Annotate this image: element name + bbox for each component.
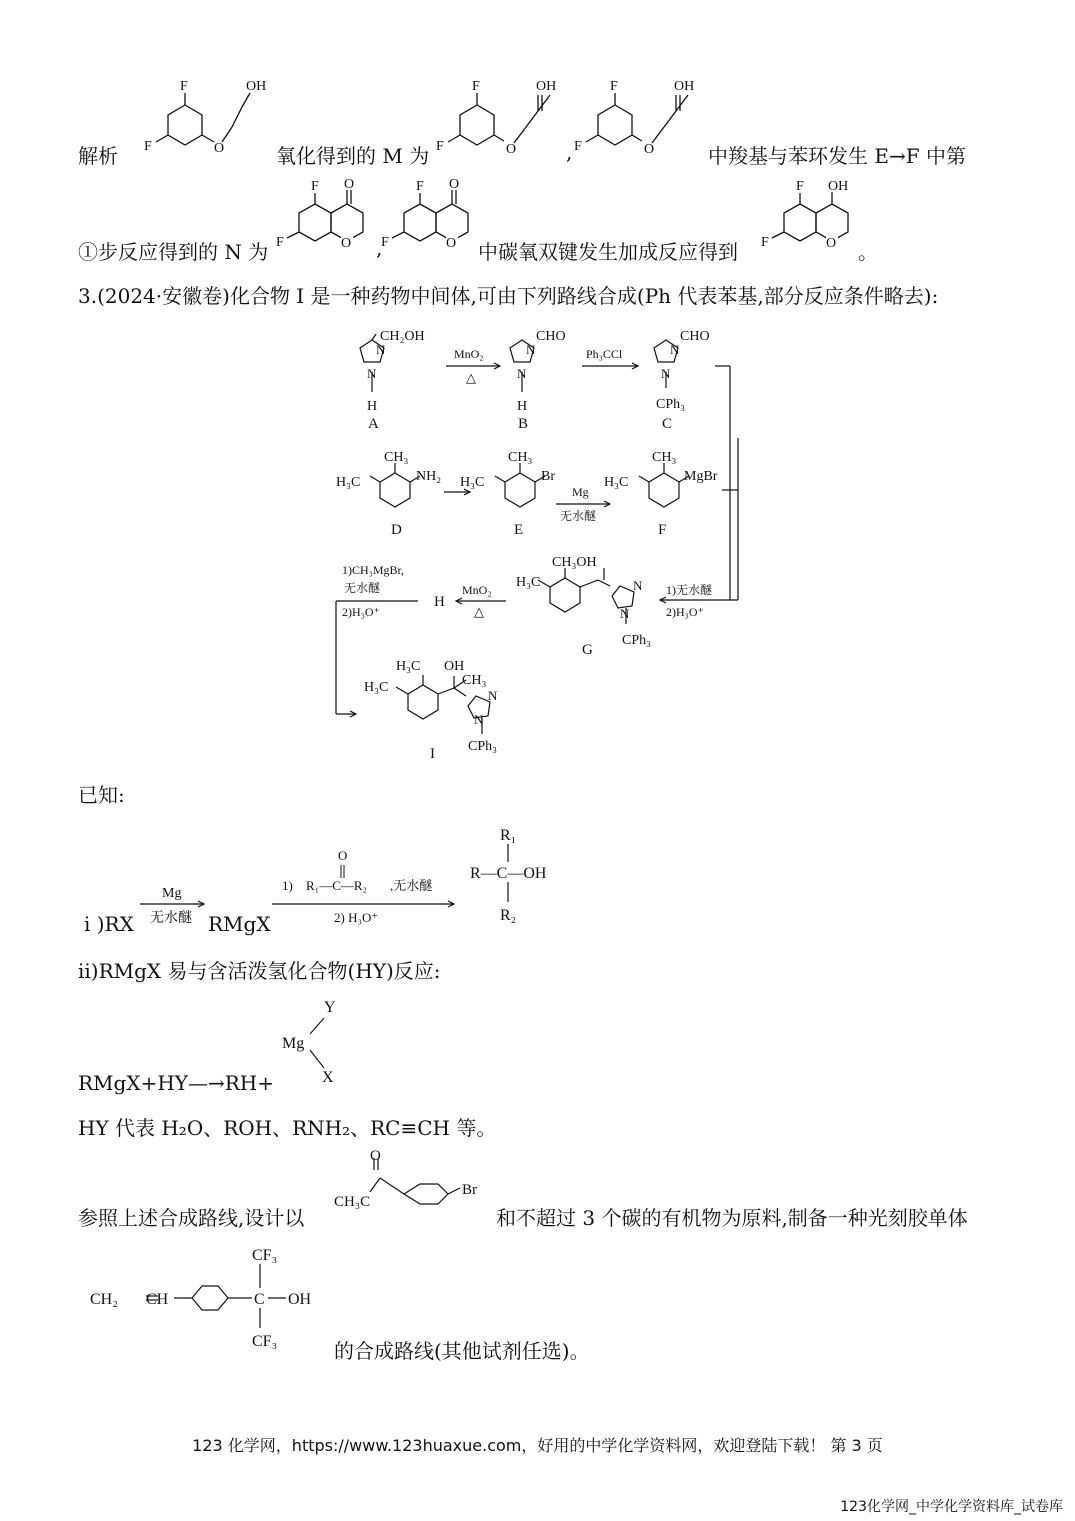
svg-text:CH₃C: CH₃C bbox=[334, 1194, 371, 1210]
structure-n-chromanone-1 bbox=[275, 176, 385, 266]
rule1-grignard-addition bbox=[268, 820, 578, 930]
svg-text:Br: Br bbox=[462, 1182, 477, 1198]
svg-text:N: N bbox=[474, 712, 484, 727]
svg-text:OH: OH bbox=[288, 1291, 312, 1308]
svg-text:H₃C: H₃C bbox=[460, 475, 485, 490]
svg-text:OH: OH bbox=[674, 79, 695, 94]
structure-bromoacetophenone bbox=[330, 1150, 490, 1230]
analysis-comma-1: , bbox=[566, 140, 573, 164]
svg-text:F: F bbox=[472, 79, 480, 94]
analysis-text3: ①步反应得到的 N 为 bbox=[78, 240, 269, 264]
rule2-equation: RMgX+HY—→RH+ bbox=[78, 1071, 274, 1095]
svg-text:O: O bbox=[826, 236, 837, 251]
structure-difluorophenoxy-propanol bbox=[140, 75, 270, 175]
svg-text:R₂: R₂ bbox=[500, 907, 517, 924]
known-label: 已知: bbox=[78, 783, 125, 807]
analysis-text2: 中羧基与苯环发生 E→F 中第 bbox=[708, 144, 966, 168]
svg-text:CH₃: CH₃ bbox=[462, 673, 487, 688]
svg-text:F: F bbox=[796, 179, 804, 194]
svg-text:O: O bbox=[341, 236, 352, 251]
label-d: D bbox=[391, 522, 402, 538]
rule2: ii)RMgX 易与含活泼氢化合物(HY)反应: bbox=[78, 959, 441, 983]
analysis-label: 解析 bbox=[78, 144, 118, 168]
svg-text:OH: OH bbox=[536, 79, 557, 94]
svg-text:CF₃: CF₃ bbox=[252, 1333, 278, 1350]
label-g: G bbox=[582, 642, 593, 658]
analysis-text1: 氧化得到的 M 为 bbox=[276, 144, 430, 168]
cond-h-3: 2)H₃O⁺ bbox=[342, 605, 380, 619]
svg-text:H₃C: H₃C bbox=[516, 575, 541, 590]
svg-text:CH₂OH: CH₂OH bbox=[380, 329, 425, 344]
svg-text:CPh₃: CPh₃ bbox=[656, 397, 686, 412]
cond-ph3ccl: Ph₃CCl bbox=[586, 347, 623, 361]
svg-text:N: N bbox=[620, 606, 630, 621]
svg-text:N: N bbox=[488, 688, 498, 703]
svg-text:X: X bbox=[322, 1069, 334, 1086]
cond-h-1: 1)CH₃MgBr, bbox=[342, 563, 405, 577]
svg-text:H₃C: H₃C bbox=[396, 659, 421, 674]
watermark: 123化学网_中学化学资料库_试卷库 bbox=[840, 1499, 1063, 1515]
task-text3: 的合成路线(其他试剂任选)。 bbox=[334, 1339, 590, 1363]
svg-text:R₁: R₁ bbox=[500, 827, 517, 844]
rule1-mg: Mg bbox=[162, 886, 182, 901]
svg-text:O: O bbox=[449, 177, 460, 192]
label-a: A bbox=[368, 416, 379, 432]
synthesis-scheme bbox=[320, 318, 750, 763]
svg-text:O: O bbox=[446, 236, 457, 251]
svg-text:OH: OH bbox=[828, 179, 849, 194]
svg-text:H₃C: H₃C bbox=[604, 475, 629, 490]
rule1-ether: 无水醚 bbox=[150, 911, 192, 926]
svg-text:F: F bbox=[761, 235, 769, 250]
mg-xy-structure bbox=[276, 990, 356, 1090]
svg-text:OH: OH bbox=[246, 79, 267, 94]
cond-ether-1: 无水醚 bbox=[560, 509, 597, 523]
svg-text:H₃C: H₃C bbox=[336, 475, 361, 490]
svg-text:Mg: Mg bbox=[282, 1035, 305, 1052]
analysis-text4: 中碳氧双键发生加成反应得到 bbox=[478, 240, 738, 264]
structure-m-acid-2 bbox=[570, 75, 705, 175]
svg-text:F: F bbox=[144, 139, 152, 154]
svg-text:N: N bbox=[517, 366, 527, 381]
svg-text:C: C bbox=[254, 1291, 265, 1308]
svg-text:R—C—OH: R—C—OH bbox=[470, 865, 547, 882]
cond-heat-1: △ bbox=[466, 370, 476, 385]
svg-text:F: F bbox=[416, 179, 424, 194]
task-text1: 参照上述合成路线,设计以 bbox=[78, 1206, 305, 1230]
cond-g-2: 2)H₃O⁺ bbox=[666, 605, 704, 619]
label-f: F bbox=[658, 522, 667, 538]
svg-text:2) H₃O⁺: 2) H₃O⁺ bbox=[334, 910, 379, 925]
task-text2: 和不超过 3 个碳的有机物为原料,制备一种光刻胶单体 bbox=[496, 1206, 968, 1230]
svg-text:F: F bbox=[311, 179, 319, 194]
analysis-comma-2: , bbox=[376, 236, 383, 260]
svg-text:CHO: CHO bbox=[536, 329, 566, 344]
svg-text:CPh₃: CPh₃ bbox=[622, 633, 652, 648]
svg-text:N: N bbox=[367, 366, 377, 381]
svg-text:H: H bbox=[367, 399, 378, 414]
svg-text:CH: CH bbox=[146, 1291, 169, 1308]
label-i: I bbox=[430, 746, 435, 762]
cond-mg: Mg bbox=[572, 485, 589, 499]
svg-text:NH₂: NH₂ bbox=[416, 469, 442, 484]
svg-text:CH₃: CH₃ bbox=[508, 450, 533, 465]
analysis-end: 。 bbox=[858, 240, 878, 264]
rule1-arrow-mg bbox=[138, 880, 208, 930]
svg-text:O: O bbox=[344, 177, 355, 192]
svg-text:N: N bbox=[670, 342, 680, 357]
svg-text:N: N bbox=[526, 342, 536, 357]
svg-text:R₁—C—R₂: R₁—C—R₂ bbox=[306, 878, 368, 893]
svg-text:F: F bbox=[381, 235, 389, 250]
svg-text:CH₃: CH₃ bbox=[384, 450, 409, 465]
svg-text:H: H bbox=[517, 399, 528, 414]
svg-text:Y: Y bbox=[324, 999, 336, 1016]
svg-text:OH: OH bbox=[444, 659, 465, 674]
question-stem: 3.(2024·安徽卷)化合物 I 是一种药物中间体,可由下列路线合成(Ph 代表苯基,部分反应条件略去): bbox=[78, 284, 939, 308]
label-h: H bbox=[434, 594, 445, 610]
svg-text:CPh₃: CPh₃ bbox=[468, 739, 498, 754]
rule1-product: RMgX bbox=[208, 912, 271, 936]
label-c: C bbox=[662, 416, 673, 432]
label-e: E bbox=[514, 522, 524, 538]
cond-g-1: 1)无水醚 bbox=[666, 583, 712, 597]
svg-text:1): 1) bbox=[282, 878, 293, 893]
svg-text:F: F bbox=[436, 139, 444, 154]
svg-text:O: O bbox=[214, 141, 225, 156]
structure-n-chromanone-2 bbox=[380, 176, 490, 266]
cond-heat-2: △ bbox=[474, 604, 484, 619]
structure-chromanol bbox=[760, 176, 870, 266]
structure-m-acid-1 bbox=[432, 75, 567, 175]
svg-text:CH₃: CH₃ bbox=[652, 450, 677, 465]
svg-text:CH₂: CH₂ bbox=[90, 1291, 118, 1308]
svg-text:O: O bbox=[506, 142, 517, 157]
svg-text:MgBr: MgBr bbox=[684, 469, 718, 484]
page-footer: 123 化学网，https://www.123huaxue.com，好用的中学化学资料网，欢迎登陆下载！ 第 3 页 bbox=[192, 1436, 883, 1455]
svg-text:O: O bbox=[644, 142, 655, 157]
svg-text:N: N bbox=[633, 578, 643, 593]
svg-text:CHO: CHO bbox=[680, 329, 710, 344]
structure-photoresist-monomer bbox=[88, 1240, 328, 1360]
cond-mno2-1: MnO₂ bbox=[454, 347, 484, 361]
svg-text:Br: Br bbox=[541, 469, 555, 484]
svg-text:F: F bbox=[610, 79, 618, 94]
svg-text:H₃C: H₃C bbox=[364, 680, 389, 695]
svg-text:O: O bbox=[370, 1150, 381, 1164]
rule1-prefix: i )RX bbox=[84, 912, 134, 936]
svg-text:CF₃: CF₃ bbox=[252, 1247, 278, 1264]
hy-definition: HY 代表 H₂O、ROH、RNH₂、RC≡CH 等。 bbox=[78, 1116, 497, 1140]
svg-text:F: F bbox=[276, 235, 284, 250]
svg-text:N: N bbox=[661, 366, 671, 381]
fluoro-label: F bbox=[180, 79, 188, 94]
svg-text:CH₃OH: CH₃OH bbox=[552, 555, 597, 570]
cond-mno2-2: MnO₂ bbox=[462, 583, 492, 597]
svg-text:,无水醚: ,无水醚 bbox=[390, 878, 433, 893]
svg-text:F: F bbox=[574, 139, 582, 154]
svg-text:O: O bbox=[338, 848, 348, 863]
cond-h-2: 无水醚 bbox=[344, 581, 381, 595]
label-b: B bbox=[518, 416, 529, 432]
svg-text:N: N bbox=[376, 342, 386, 357]
